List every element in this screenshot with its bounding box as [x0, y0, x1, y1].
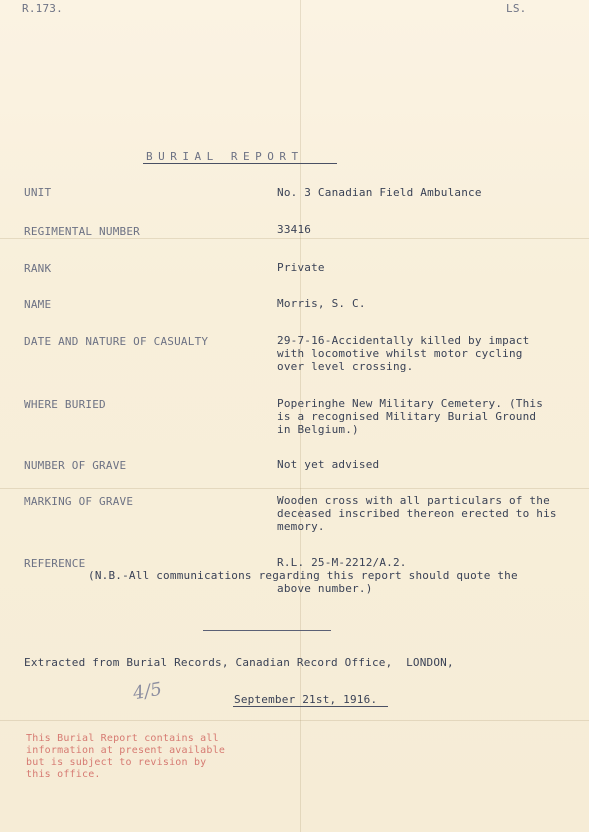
grave-marking-value-line: Wooden cross with all particulars of the [277, 494, 550, 507]
grave-number-label: NUMBER OF GRAVE [24, 459, 127, 472]
revision-stamp-line: this office. [26, 769, 101, 780]
title-underline [143, 163, 337, 164]
reference-note-line: above number.) [277, 582, 373, 595]
casualty-value-line: with locomotive whilst motor cycling [277, 347, 523, 360]
paper-fold [0, 720, 589, 721]
grave-marking-value-line: memory. [277, 520, 325, 533]
office-initials: LS. [506, 2, 527, 15]
unit-label: UNIT [24, 186, 52, 199]
revision-stamp-line: but is subject to revision by [26, 757, 207, 768]
handwritten-initials: 4/5 [131, 678, 164, 705]
unit-value: No. 3 Canadian Field Ambulance [277, 186, 482, 199]
grave-marking-label: MARKING OF GRAVE [24, 495, 134, 508]
reference-note-line: (N.B.-All communications regarding this report should quote the [88, 569, 518, 582]
where-buried-value-line: is a recognised Military Burial Ground [277, 410, 537, 423]
paper-fold [0, 488, 589, 489]
revision-stamp-line: This Burial Report contains all [26, 733, 219, 744]
reference-value: R.L. 25-M-2212/A.2. [277, 556, 407, 569]
where-buried-label: WHERE BURIED [24, 398, 106, 411]
rank-label: RANK [24, 262, 52, 275]
revision-stamp-line: information at present available [26, 745, 226, 756]
regimental-number-label: REGIMENTAL NUMBER [24, 225, 140, 238]
file-reference: R.173. [22, 2, 63, 15]
where-buried-value-line: in Belgium.) [277, 423, 359, 436]
paper-fold [0, 238, 589, 239]
where-buried-value-line: Poperinghe New Military Cemetery. (This [277, 397, 544, 410]
casualty-value-line: 29-7-16-Accidentally killed by impact [277, 334, 530, 347]
grave-marking-value-line: deceased inscribed thereon erected to his [277, 507, 557, 520]
grave-number-value: Not yet advised [277, 458, 380, 471]
rank-value: Private [277, 261, 325, 274]
reference-label: REFERENCE [24, 557, 86, 570]
name-value: Morris, S. C. [277, 297, 366, 310]
date-underline [233, 706, 388, 707]
casualty-label: DATE AND NATURE OF CASUALTY [24, 335, 209, 348]
name-label: NAME [24, 298, 52, 311]
report-title: BURIAL REPORT [146, 150, 304, 163]
report-date: September 21st, 1916. [234, 693, 378, 706]
casualty-value-line: over level crossing. [277, 360, 414, 373]
regimental-number-value: 33416 [277, 223, 312, 236]
separator-rule [203, 630, 331, 631]
extract-statement: Extracted from Burial Records, Canadian Record Office, LONDON, [24, 656, 454, 669]
